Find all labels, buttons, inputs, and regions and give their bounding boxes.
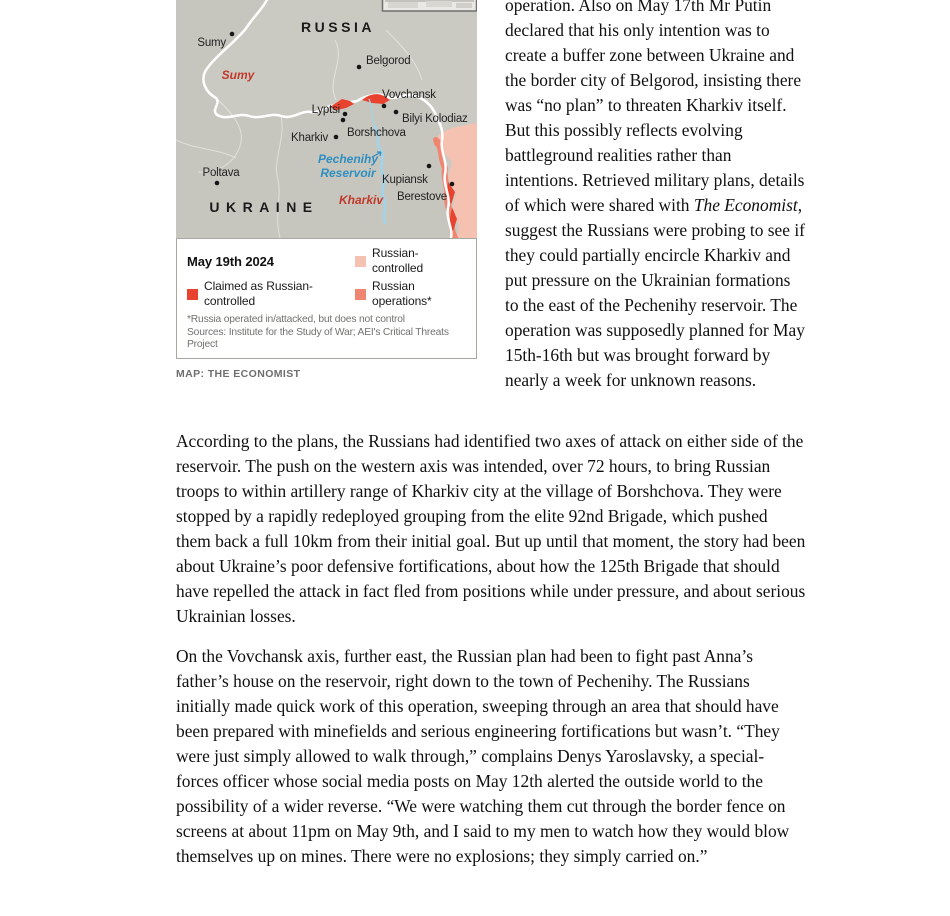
legend-sources: Sources: Institute for the Study of War; AEI's Critical Threats Project bbox=[187, 326, 449, 350]
legend-item-claimed bbox=[187, 279, 355, 309]
legend-swatch-icon bbox=[355, 256, 366, 267]
map-label-poltava: Poltava bbox=[202, 167, 240, 179]
kharkiv-map bbox=[176, 0, 477, 238]
legend-date: May 19th 2024 bbox=[187, 253, 274, 269]
map-label-russia: RUSSIA bbox=[301, 19, 375, 35]
map-legend bbox=[176, 238, 477, 359]
map-figure bbox=[176, 0, 477, 380]
map-label-borshchova: Borshchova bbox=[347, 127, 406, 139]
map-label-berestove: Berestove bbox=[397, 191, 447, 203]
paragraph-text: , suggest the Russians were probing to see if they could partially encircle Kharkiv and put pressure on the Ukrainian formations to the east of the Pechenihy reservoir. The operation was supposedly planned for May 15th-16th but was brought forward by nearly a week for unknown reasons. bbox=[505, 195, 805, 390]
city-dot-berestove bbox=[450, 182, 455, 187]
map-caption: MAP: THE ECONOMIST bbox=[176, 367, 301, 380]
city-dot-borshchova bbox=[341, 118, 346, 123]
city-dot-poltava bbox=[215, 181, 220, 186]
legend-swatch-icon bbox=[355, 289, 366, 300]
legend-footnote: *Russia operated in/attacked, but does not control bbox=[187, 314, 405, 325]
map-label-ukraine: UKRAINE bbox=[209, 199, 319, 215]
map-label-lyptsi: Lyptsi bbox=[311, 104, 340, 116]
map-label-sumy: Sumy bbox=[221, 68, 255, 82]
map-label-kharkiv: Kharkiv bbox=[338, 193, 384, 207]
city-dot-belgorod bbox=[357, 65, 362, 70]
map-label-reservoir: Reservoir bbox=[320, 166, 376, 180]
article-paragraph-3: On the Vovchansk axis, further east, the Russian plan had been to fight past Anna’s father’s house on the reservoir, right down to the town of Pechenihy. The Russians initially made quick work of this operation, sweeping through an area that should have been prepared with minefields and serious engineering fortifications but wasn’t. “They were just simply allowed to walk through,” complains Denys Yaroslavsky, a special-forces officer whose social media posts on May 12th alerted the outside world to the possibility of a wider reverse. “We were watching them cut through the border fence on screens at about 11pm on May 9th, and I said to my men to watch how they would blow themselves up on mines. There were no explosions; they simply carried on.” bbox=[176, 646, 790, 866]
map-label-kharkiv: Kharkiv bbox=[291, 132, 328, 144]
publication-name: The Economist bbox=[693, 195, 798, 215]
legend-item-controlled bbox=[355, 246, 466, 276]
legend-label: Russian-controlled bbox=[372, 246, 424, 275]
inset-locator-map bbox=[383, 0, 477, 11]
city-dot-vovchansk bbox=[382, 104, 387, 109]
city-dot-kupiansk bbox=[427, 164, 432, 169]
article-paragraph-2: According to the plans, the Russians had identified two axes of attack on either side of the reservoir. The push on the western axis was intended, over 72 hours, to bring Russian troops to within artillery range of Kharkiv city at the village of Borshchova. They were stopped by a rapidly redeployed grouping from the elite 92nd Brigade, which pushed them back a full 10km from their initial goal. But up until that moment, the story had been about Ukraine’s poor defensive fortifications, about how the 125th Brigade that should have repelled the attack in fact fled from positions while under pressure, and about serious Ukrainian losses. bbox=[176, 431, 806, 626]
map-label-belgorod: Belgorod bbox=[366, 55, 411, 67]
legend-label: Claimed as Russian-controlled bbox=[204, 279, 313, 308]
legend-item-operations bbox=[355, 279, 466, 309]
map-label-bilyi-kolodiaz: Bilyi Kolodiaz bbox=[402, 113, 468, 125]
paragraph-text: operation. Also on May 17th Mr Putin declared that his only intention was to create a buffer zone between Ukraine and the border city of Belgorod, insisting there was “no plan” to threaten Kharkiv itself. But this possibly reflects evolving battleground realities rather than intentions. Retrieved military plans, details of which were shared with bbox=[505, 0, 805, 215]
city-dot-sumy bbox=[230, 32, 235, 37]
legend-swatch-icon bbox=[187, 289, 198, 300]
city-dot-lyptsi bbox=[343, 112, 348, 117]
map-label-vovchansk: Vovchansk bbox=[382, 89, 436, 101]
map-label-sumy: Sumy bbox=[197, 37, 226, 49]
city-dot-kharkiv bbox=[334, 135, 339, 140]
legend-label: Russian operations* bbox=[372, 279, 432, 308]
map-label-pechenihy: Pechenihy bbox=[317, 152, 379, 166]
map-label-kupiansk: Kupiansk bbox=[382, 174, 428, 186]
city-dot-bilyi-kolodiaz bbox=[394, 110, 399, 115]
article-body bbox=[176, 0, 806, 869]
